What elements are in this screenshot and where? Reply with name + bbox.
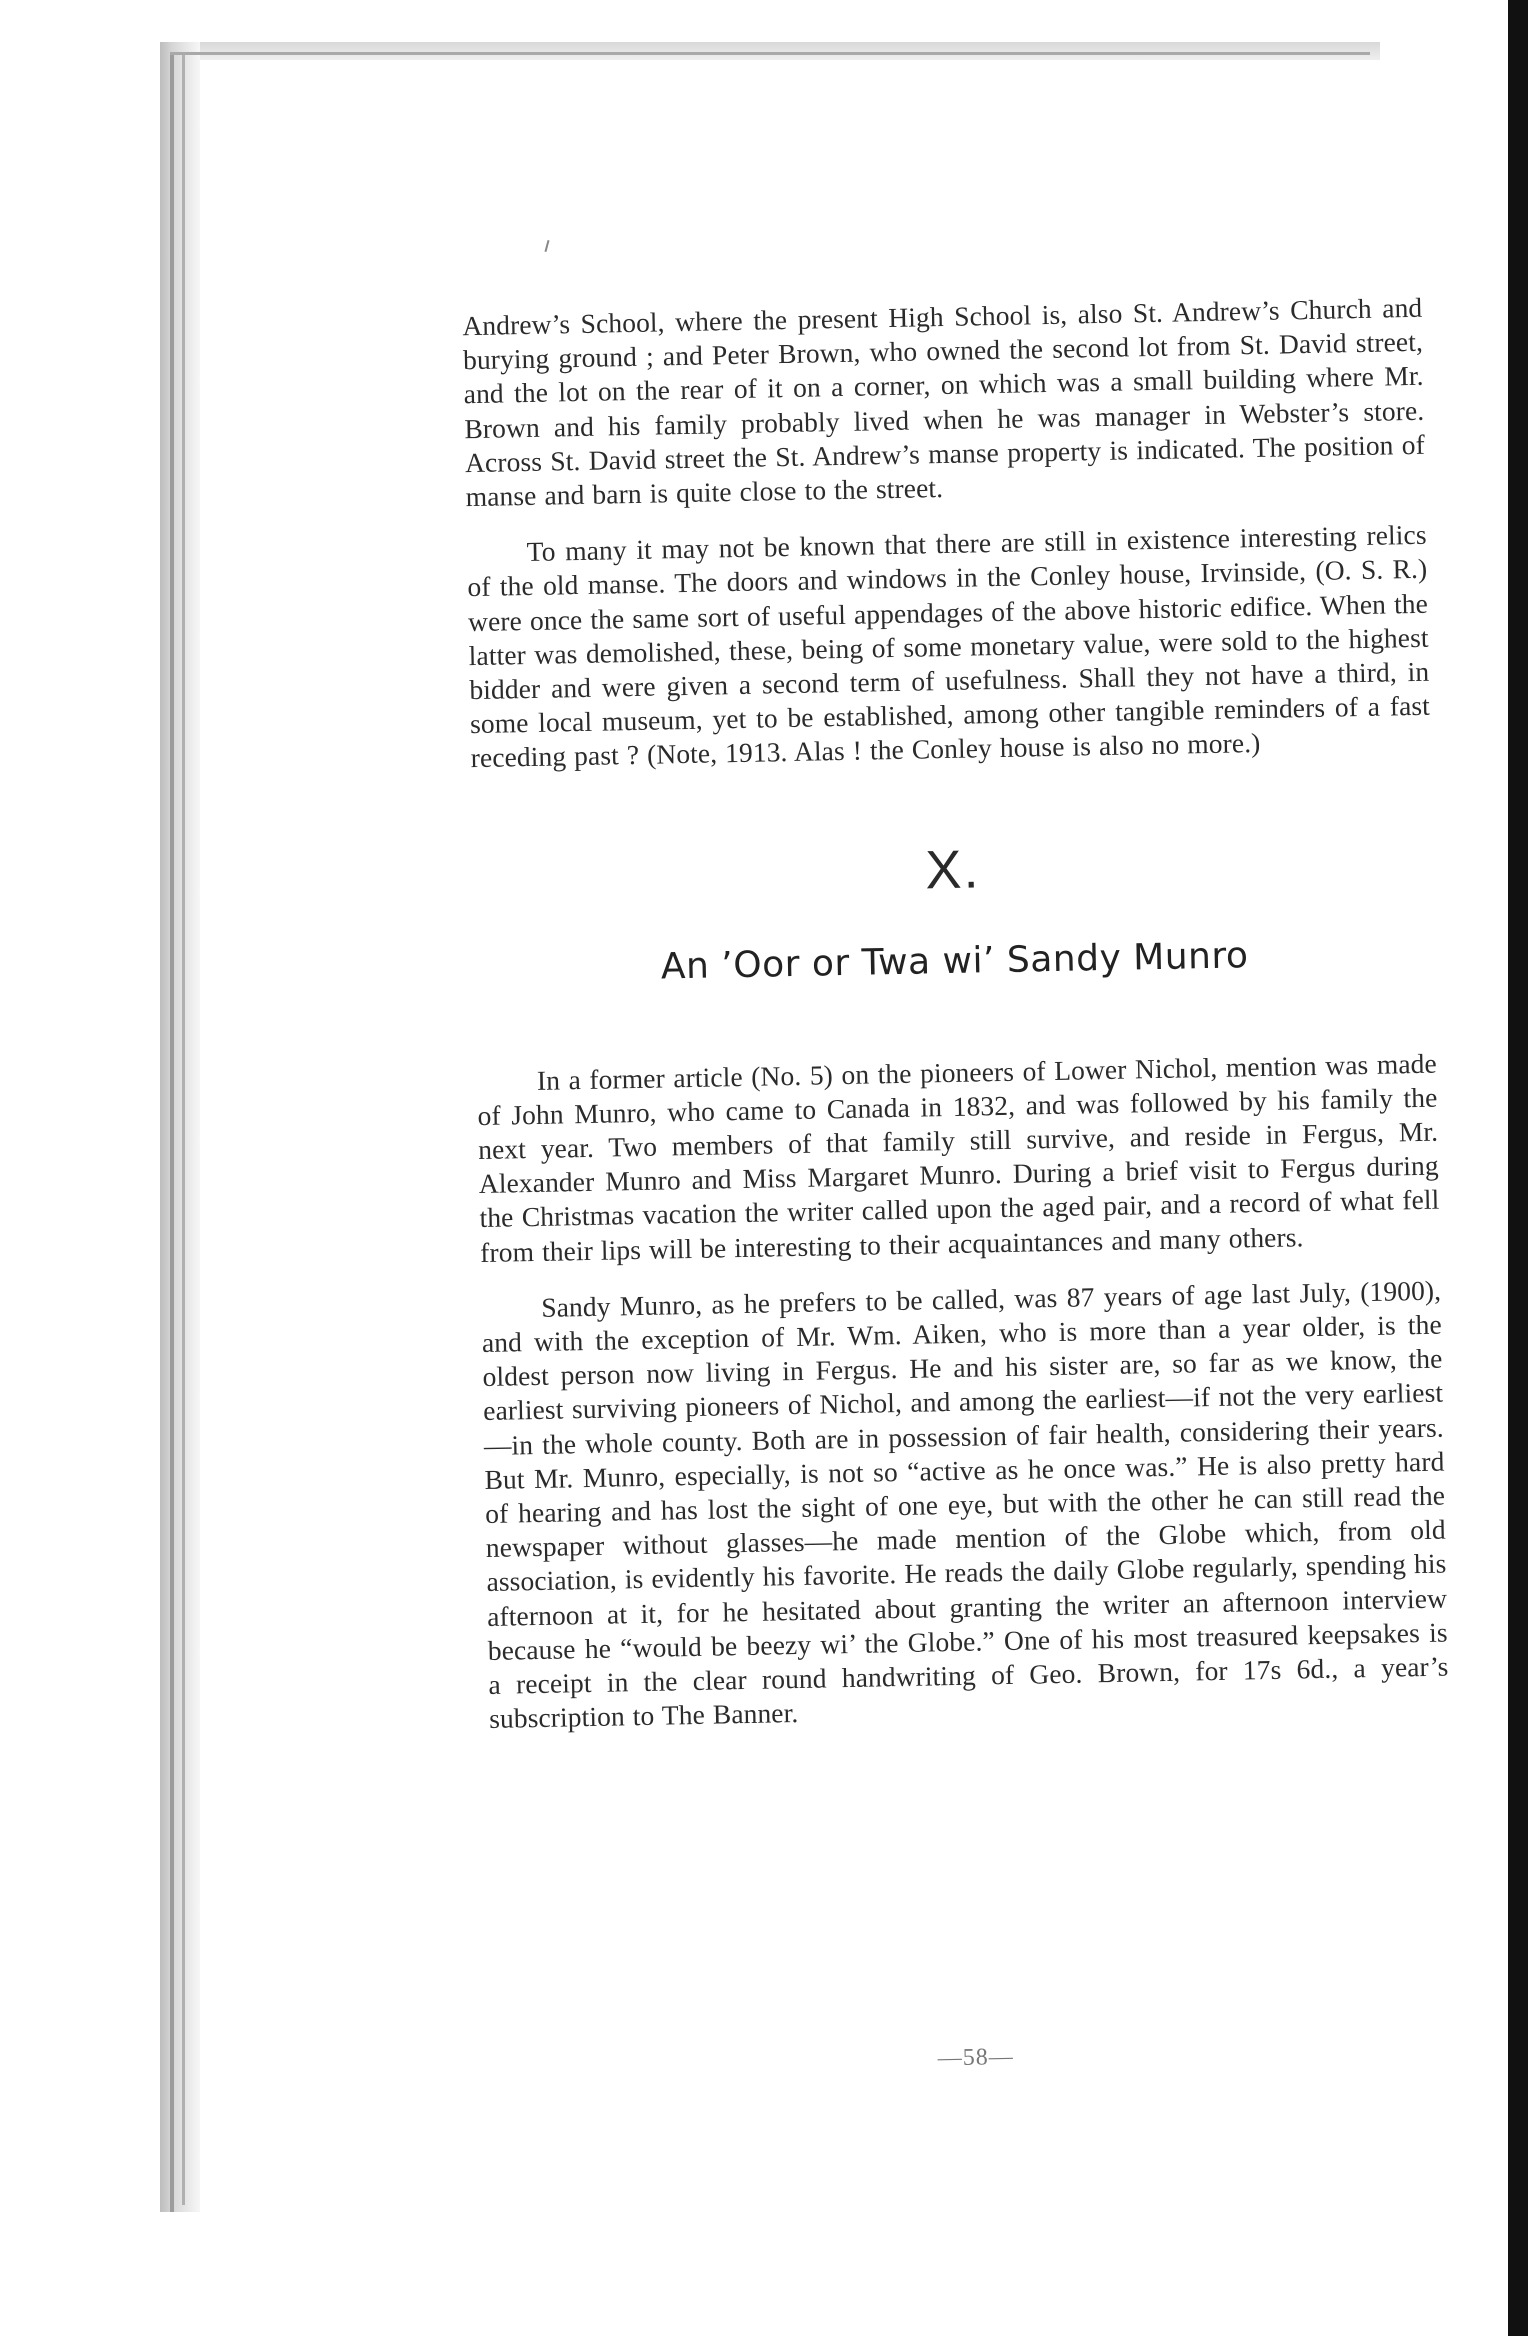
book-page-edge-top bbox=[160, 42, 1380, 60]
scan-mark bbox=[544, 240, 549, 252]
paragraph: To many it may not be known that there are still in existence interesting relics of the old manse. The doors and windows in the Conley house, Irvinside, (O. S. R.) were once the same sort of useful appendages of the above historic edifice. When the latter was demolished, these, being of some monetary value, were sold to the highest bidder and were given a second term of usefulness. Shall they not have a third, in some local museum, yet to be established, among other tangible reminders of a fast receding past ? (Note, 1913. Alas ! the Conley house is also no more.) bbox=[467, 518, 1431, 774]
chapter-title: An ’Oor or Twa wi’ Sandy Munro bbox=[660, 934, 1249, 988]
chapter-number: X. bbox=[924, 839, 982, 901]
paragraph: Andrew’s School, where the present High School is, also St. Andrew’s Church and burying ground ; and Peter Brown, who owned the second lot from St. David street, and the lot on the rear of it on a corner, on which was a small building where Mr. Brown and his family probably lived when he was manager in Webster’s store. Across St. David street the St. Andrew’s manse property is indicated. The position of manse and barn is quite close to the street. bbox=[462, 291, 1426, 513]
book-page-edge-line bbox=[182, 55, 185, 2205]
paragraph: In a former article (No. 5) on the pioneers of Lower Nichol, mention was made of John Munro, who came to Canada in 1832, and was followed by his family the next year. Two members of that family still survive, and reside in Fergus, Mr. Alexander Munro and Miss Margaret Munro. During a brief visit to Fergus during the Christmas vacation the writer called upon the aged pair, and a record of what fell from their lips will be interesting to their acquaintances and many others. bbox=[477, 1047, 1440, 1268]
page-number: —58— bbox=[937, 2043, 1014, 2072]
book-page-edge-left bbox=[160, 42, 200, 2212]
paragraph: Sandy Munro, as he prefers to be called, was 87 years of age last July, (1900), and with the exception of Mr. Wm. Aiken, who is more than a year older, is the oldest person now living in Fergus. He and his sister are, so far as we know, the earliest surviving pioneers of Nichol, and among the earliest—if not the very earliest—in the whole county. Both are in possession of fair health, considering their years. But Mr. Munro, especially, is not so “active as he once was.” He is also pretty hard of hearing and has lost the sight of one eye, but with the other he can still read the newspaper without glasses—he made mention of the Globe which, from old association, is evidently his favorite. He reads the daily Globe regularly, spending his afternoon at it, for he hesitated about granting the writer an afternoon interview because he “would be beezy wi’ the Globe.” One of his most treasured keepsakes is a receipt in the clear round handwriting of Geo. Brown, for 17s 6d., a year’s subscription to The Banner. bbox=[481, 1274, 1449, 1735]
book-page bbox=[462, 291, 1456, 2109]
book-page-edge-line bbox=[170, 52, 1370, 55]
book-page-edge-line bbox=[170, 52, 174, 2212]
scan-border bbox=[1508, 0, 1528, 2336]
